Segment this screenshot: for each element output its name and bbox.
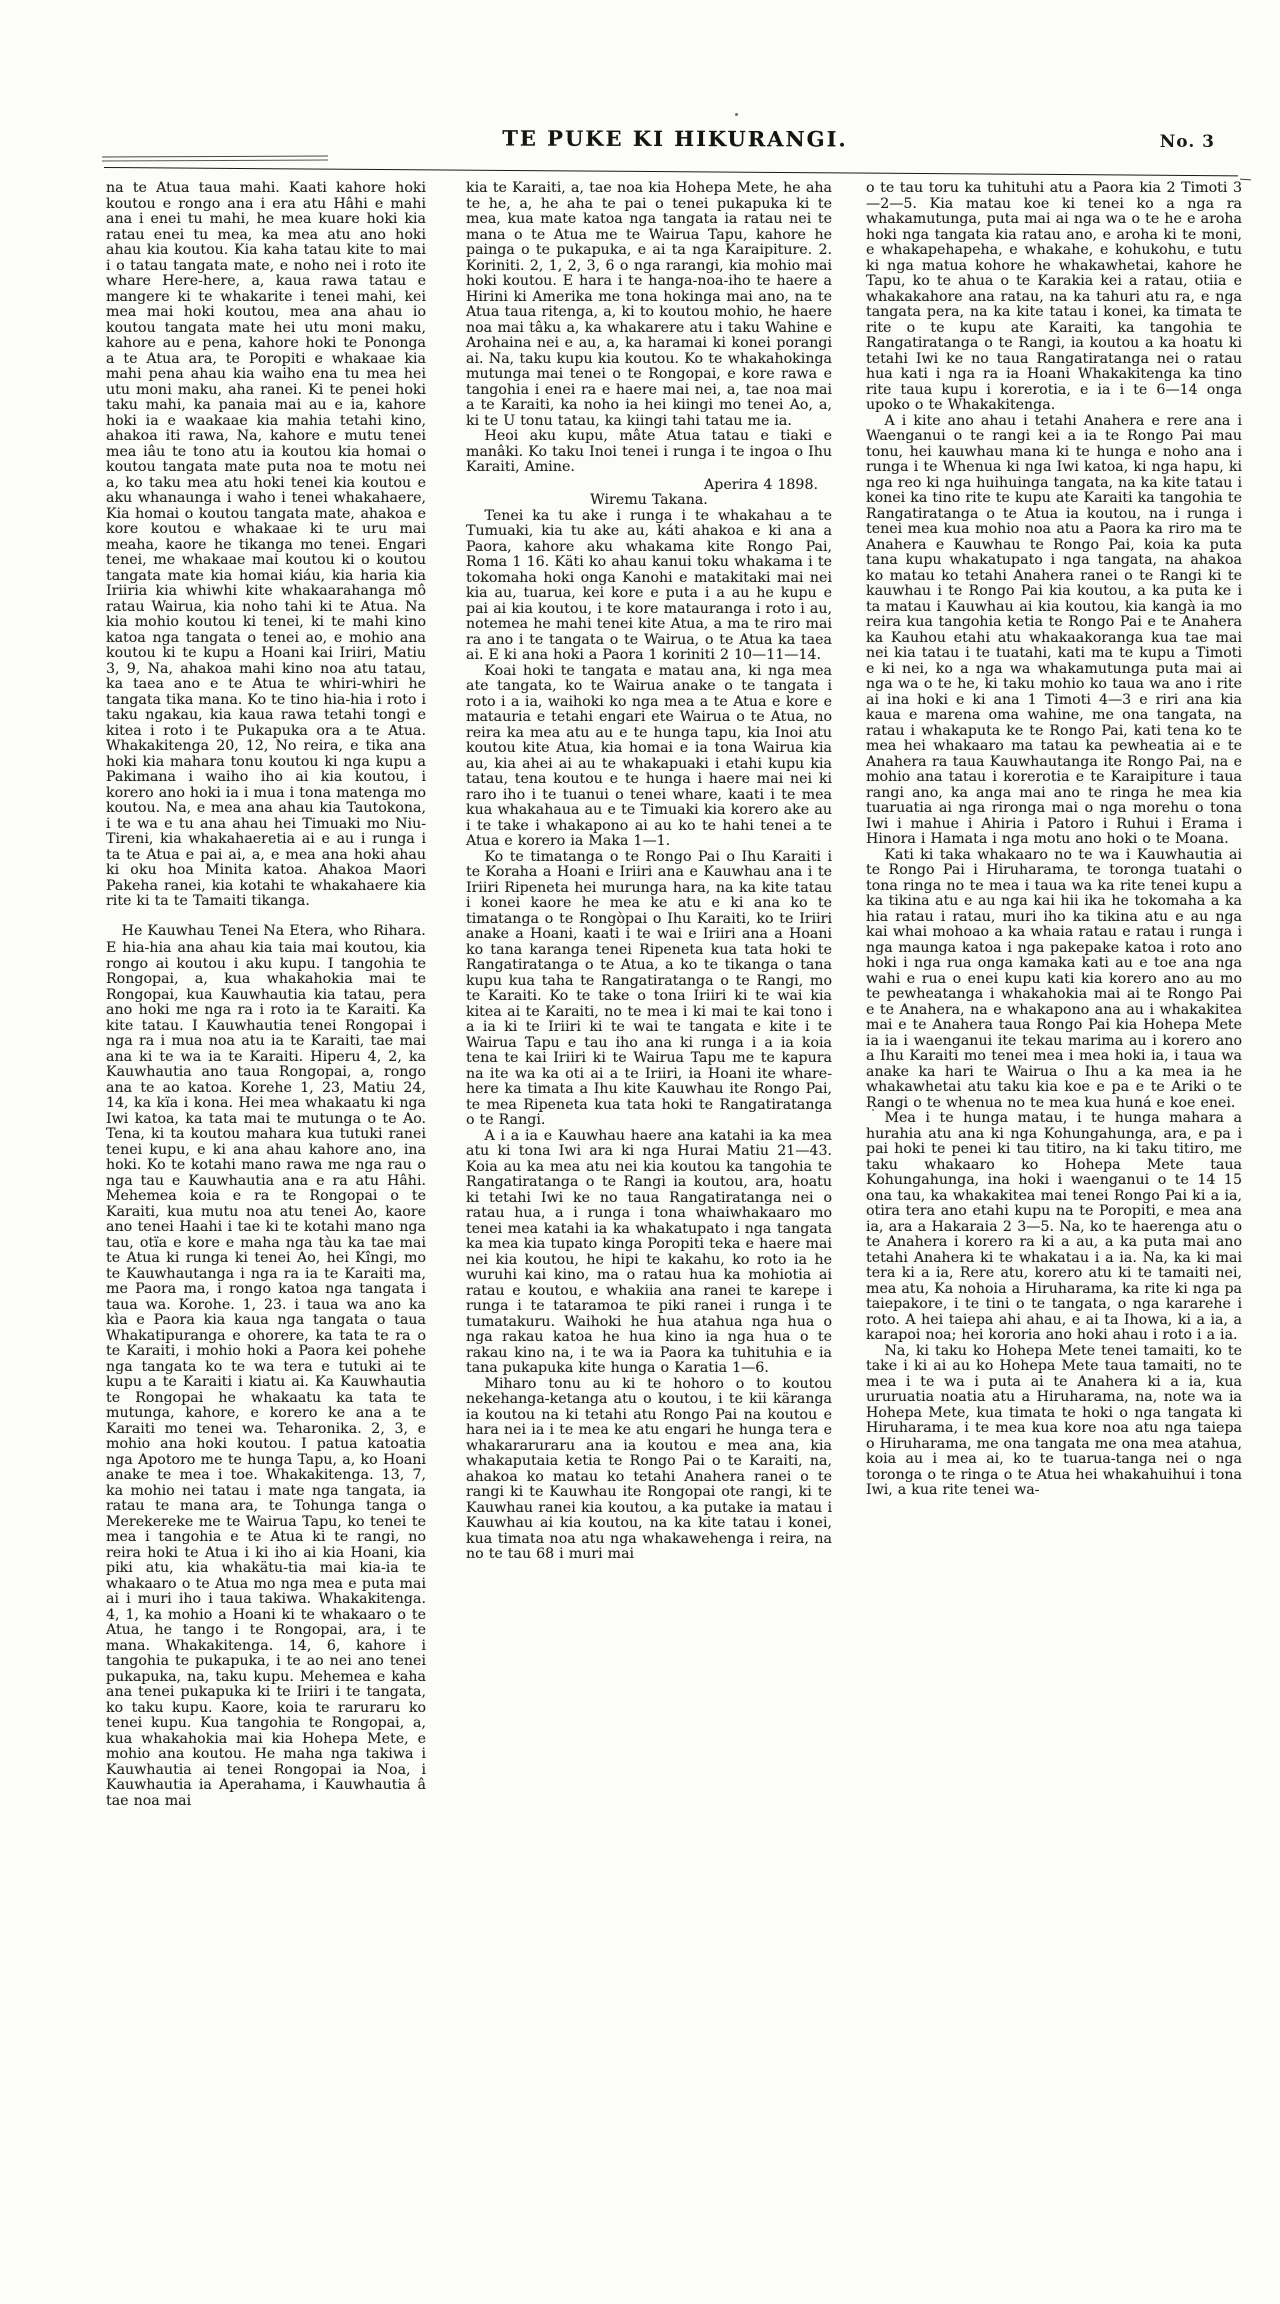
dateline: Aperira 4 1898.: [704, 476, 818, 493]
paragraph: Tenei ka tu ake i runga i te whakahau a te Tumuaki, kia tu ake au, káti ahakoa e ki ana a Paora, kahore aku whakama kite Rongo Pai, Roma 1 16. Käti ko ahau kanui toku whakama i te tokomaha hoki onga Kanohi e matakitaki mai nei kia au, tuarua, kei kore e puta i a au he kupu e pai ai kia koutou, i te kore matauranga i roto i au, notemea he mahi tenei kite Atua, a ma te riro mai ra ano i te tangata o te Wairua, o te Atua ka taea ai. E ki ana hoki a Paora 1 koriniti 2 10—11—14.: [466, 507, 832, 663]
column-2: [466, 181, 832, 1563]
column-1: [106, 181, 426, 1809]
scan-speck: [735, 113, 738, 116]
issue-number: No. 3: [1159, 132, 1215, 152]
paragraph: E hia-hia ana ahau kia taia mai koutou, kia rongo ai koutou i aku kupu. I tangohia te Rongopai, a, kua whakahokia mai te Rongopai, kua Kauwhautia kia tatau, pera ano hoki me nga ra i roto ia te Karaiti. Ka kite tatau. I Kauwhautia tenei Rongopai i nga ra i mua noa atu ia te Karaiti, tae mai ana ki te wa ia te Karaiti. Hiperu 4, 2, ka Kauwhautia ano taua Rongopai, a, rongo ana te ao katoa. Korehe 1, 23, Matiu 24, 14, ka kïa i kona. Hei mea whakaatu ki nga Iwi katoa, ka tata mai te mutunga o te Ao. Tena, ki ta koutou mahara kua tutuki ranei tenei kupu, e ki ana ahau kahore ano, ina hoki. Ko te kotahi mano rawa me nga rau o nga tau e Kauwhautia ana e ra atu Hâhi. Mehemea koia e ra te Rongopai o te Karaiti, kua mutu noa atu tenei Ao, kaore ano tenei Haahi i tae ki te kotahi mano nga tau, otïa e kore e maha nga tàu ka tae mai te Atua ki runga ki tenei Ao, hei Kîngi, mo te Kauwhautanga i nga ra ia te Karaiti ma, me Paora ma, i rongo katoa nga tangata i taua wa. Korohe. 1, 23. i taua wa ano ka kìa e Paora kia kaua nga tangata o taua Whakatipuranga e ohorere, ka tata te ra o te Karaiti, i mohio hoki a Paora kei pohehe nga tangata ko te wa tera e tutuki ai te kupu a te Karaiti i kiatu ai. Ka Kauwhautia te Rongopai he whakaatu ka tata te mutunga, kahore, e korero ke ana a te Karaiti mo tenei wa. Teharonika. 2, 3, e mohio ana hoki koutou. I patua katoatia nga Apotoro me te hunga Tapu, a, ko Hoani anake te mea i toe. Whakakitenga. 13, 7, ka mohio nei tatau i mate nga tangata, ia ratau te mana ara, te Tohunga tanga o Merekereke me te Wairua Tapu, ko tenei te mea i tangohia e te Atua ki te rangi, no reira hoki te Atua i ki iho ai kia Hoani, kia piki atu, kia whakätu-tia mai kia-ia te whakaaro o te Atua mo nga mea e puta mai ai i muri iho i taua takiwa. Whakakitenga. 4, 1, ka mohio a Hoani ki te whakaaro o te Atua, he tango i te Rongopai, ara, i te mana. Whakakitenga. 14, 6, kahore i tangohia te pukapuka, i te ao nei ano tenei pukapuka, na, taku kupu. Mehemea e kaha ana tenei pukapuka ki te Iriiri i te tangata, ko taku kupu. Kaore, koia te raruraru ko tenei kupu. Kua tangohia te Rongopai, a, kua whakahokia mai kia Hohepa Mete, e mohio ana koutou. He maha nga takiwa i Kauwhautia ai tenei Rongopai ia Noa, i Kauwhautia ia Aperahama, i Kauwhautia â tae noa mai: [106, 940, 426, 1809]
paragraph: Miharo tonu au ki te hohoro o to koutou nekehanga-ketanga atu o koutou, i te kii käranga ia koutou na ki tetahi atu Rongo Pai na koutou e hara nei ia i te mea ke atu engari he hunga tera e whakararuraru ana ia koutou e mea ana, kia whakaputaia ketia te Rongo Pai o te Karaiti, na, ahakoa ko matau ko tetahi Anahera ranei o te rangi ki te Kauwhau ite Rongopai ote rangi, ki te Kauwhau ranei kia koutou, a ka putake ia matau i Kauwhau ai kia koutou, na ka kite tatau i konei, kua timata noa atu nga whakawehenga i reira, na no te tau 68 i muri mai: [466, 1375, 832, 1562]
paragraph: A i kite ano ahau i tetahi Anahera e rere ana i Waenganui o te rangi kei a ia te Rongo Pai mau tonu, hei kauwhau mana ki te hunga e noho ana i runga i te Whenua ki nga Iwi katoa, ki nga hapu, ki nga reo ki nga huihuinga tangata, na ka kite tatau i konei ka tino rite te kupu ate Karaiti ka tangohia te Rangatiratanga o te Atua ia koutou, na i runga i tenei mea kua mohio noa atu a Paora ka riro ma te Anahera e Kauwhau te Rongo Pai, koia ka puta tana kupu whakatupato i nga tangata, na ahakoa ko matau ko tetahi Anahera ranei o te Rangi ki te kauwhau i te Rongo Pai kia koutou, a ka puta ke i ta matau i Kauwhau ai kia koutou, kia kangà ia mo reira kua tangohia ketia te Rongo Pai e te Anahera ka Kauhou etahi atu whakaakoranga kua tae mai nei kia tatau i te tuatahi, kati ma te kupu a Timoti e ki nei, ko a nga wa whakamutunga puta mai ai nga wa o te he, ki taku mohio ko taua wa ano i rite ai ina hoki e ki ana 1 Timoti 4—3 e riri ana kia kaua e marena oma wahine, me ona tangata, na ratau i whakaputa ke te Rongo Pai, kati tena ko te mea hei whakaaro ma tatau ka pewheatia ai e te Anahera ra taua Kauwhautanga ite Rongo Pai, na e mohio ana tatau i korerotia e te Karaipiture i taua rangi ano, ka anga mai ano te ringa he mea kia tuaruatia ai nga rironga mai o nga morehu o tona Iwi i mahue i Ahiria i Patoro i Ruhui i Erama i Hinora i Hamata i nga motu ano hoki o te Moana.: [866, 412, 1242, 847]
page-title: TE PUKE KI HIKURANGI.: [502, 125, 848, 152]
paragraph: Koai hoki te tangata e matau ana, ki nga mea ate tangata, ko te Wairua anake o te tangata i roto i a ia, waihoki ko nga mea a te Atua e kore e matauria e tetahi engari ete Wairua o te Atua, no reira ka mea atu au e te hunga tapu, kia Inoi atu koutou kite Atua, kia homai e ia tona Wairua kia au, kia ahei ai au te whakapuaki i etahi kupu kia tatau, tena koutou e te hunga i haere mai nei ki raro iho i te tuanui o tenei whare, kaati i te mea kua whakahaua au e te Timuaki kia korero ake au i te take i whakapono ai au ko te hahi tenei a te Atua e korero ia Maka 1—1.: [466, 662, 832, 849]
paragraph: Kati ki taka whakaaro no te wa i Kauwhautia ai te Rongo Pai i Hiruharama, te toronga tuatahi o tona ringa no te mea i taua wa ka rite tenei kupu a ka tikina atu e au nga kai hii ika he tokomaha a ka hia ratau i ratau, muri iho ka tikina atu e au nga kai whai mohoao a ka whaia ratau e ratau i runga i nga maunga katoa i nga pakepake katoa i roto ano hoki i nga rua onga kamaka kati au e toe ana nga wahi e rua o enei kupu kati kia korero ano au mo te pewheatanga i whakahokia mai ai te Rongo Pai e te Anahera, na e whakapono ana au i whakakitea mai e te Anahera taua Rongo Pai kia Hohepa Mete ia ia i waenganui ite tekau marima au i korero ano a Ihu Karaiti mo tenei mea i mea hoki ia, i taua wa anake ka hari te Wairua o Ihu a ka mea ia he whakawhetai atu taku kia koe e pa e te Ariki o te Rangi o te whenua no te mea kua huná e koe enei.: [866, 846, 1242, 1111]
paragraph: na te Atua taua mahi. Kaati kahore hoki koutou e rongo ana i era atu Hâhi e mahi ana i enei tu mahi, he mea kuare hoki kia ratau enei tu mea, ka mea atu ano hoki ahau kia koutou. Kia kaha tatau kite to mai i o tatau tangata mate, e noho nei i roto ite whare Here-here, a, kaua rawa tatau e mangere ki te whakarite i tenei mahi, kei mea mai hoki koutou, mea ana ahau io koutou tangata mate hei utu moni maku, kahore au e pena, kahore hoki te Pononga a te Atua ara, te Poropiti e whakaae kia mahi pena ahau kia waiho ena tu mea hei utu moni maku, aha ranei. Ki te penei hoki taku mahi, ka panaia mai au e ia, kahore hoki ia e waakaae kia mahia tetahi kino, ahakoa iti rawa, Na, kahore e mutu tenei mea iâu te tono atu ia koutou kia homai o koutou tangata mate puta noa te motu nei a, ko taku mea atu hoki tenei kia koutou e aku whanaunga i waho i tenei whakahaere, Kia homai o koutou tangata mate, ahakoa e kore koutou e whakaae ki te uru mai meaha, kaore he tikanga mo tenei. Engari tenei, me whakaae mai koutou ki o koutou tangata mate kia homai kiáu, kia haria kia Iriiria kia whiwhi kite whakaarahanga mô ratau Wairua, kia noho tahi ki te Atua. Na kia mohio koutou ki tenei, ki te mahi kino katoa nga tangata o tenei ao, e mohio ana koutou ki te kupu a Hoani kai Iriiri, Matiu 3, 9, Na, ahakoa mahi kino noa atu tatau, ka taea ano e te Atua te whiri-whiri he tangata tika mana. Ko te tino hia-hia i roto i taku ngakau, kia kaua rawa tetahi tongi e kitea i roto i te Pukapuka ora a te Atua. Whakakitenga 20, 12, No reira, e tika ana hoki kia mahara tonu koutou ki nga kupu a Pakimana i waiho iho ai kia koutou, i korero ano hoki ia i mua i tona matenga mo koutou. Na, e mea ana ahau kia Tautokona, i te wa e tu ana ahau hei Timuaki mo Niu-Tireni, kia whakahaeretia ai e au i runga i ta te Atua e pai ai, a, e mea ana hoki ahau ki oku hoa Minita katoa. Ahakoa Maori Pakeha ranei, kia kotahi te whakahaere kia rite ki ta te Tamaiti tikanga.: [106, 180, 426, 909]
masthead-rule-left-fragment: [102, 156, 328, 162]
paragraph: kia te Karaiti, a, tae noa kia Hohepa Mete, he aha te he, a, he aha te pai o tenei pukapuka ki te mea, kua mate katoa nga tangata ia ratau nei te mana o te Atua me te Wairua Tapu, kahore he painga o te pukapuka, e ai ta nga Karaipiture. 2. Koriniti. 2, 1, 2, 3, 6 o nga rarangi, kia mohio mai hoki koutou. E hara i te hanga-noa-iho te haere a Hirini ki Amerika me tona hokinga mai ano, na te Atua taua ritenga, a, ki to koutou mohio, he haere noa mai tâku a, ka whakarere atu i taku Wahine e Arohaina nei e au, a, ka haramai ki konei porangi ai. Na, taku kupu kia koutou. Ko te whakahokinga mutunga mai tenei o te Rongopai, e kore rawa e tangohia i enei ra e haere mai nei, a, tae noa mai a te Karaiti, ka noho ia hei kiingi mo tenei Ao, a, ki te U tonu tatau, ka kiingi tahi tatau me ia.: [466, 180, 832, 429]
paragraph: o te tau toru ka tuhituhi atu a Paora kia 2 Timoti 3—2—5. Kia matau koe ki tenei ko a nga ra whakamutunga, puta mai ai nga wa o te he e aroha hoki nga tangata kia ratau ano, e aroha ki te moni, e whakapehapeha, e whakahe, e kohukohu, e tutu ki nga matua kohore he whakawhetai, kahore he Tapu, ko te ahua o te Karakia kei a ratau, otiia e whakakahore ana ratau, na ka tahuri atu ra, e nga tangata pera, na ka kite tatau i konei, ka timata te rite o te kupu ate Karaiti, ka tangohia te Rangatiratanga o te Rangi, ia koutou a ka hoatu ki tetahi Iwi ke no taua Rangatiratanga nei o ratau hua kati i nga ra ia Hoani Whakakitenga ka tino rite taua kupu i korerotia, e ia i te 6—14 onga upoko o te Whakakitenga.: [866, 180, 1242, 413]
signature: Wiremu Takana.: [590, 492, 708, 508]
paragraph: Na, ki taku ko Hohepa Mete tenei tamaiti, ko te take i ki ai au ko Hohepa Mete taua tamaiti, no te mea i te wa i puta ai te Anahera ki a ia, kua ururuatia noatia atu a Hiruharama, na, note wa ia Hohepa Mete, kua timata te hoki o nga tangata ki Hiruharama, i te mea kua kore noa atu nga taiepa o Hiruharama, me ona tangata me ona mea atahua, koia au i mea ai, ko te tuarua-tanga nei o nga toronga o te ringa o te Atua hei whakahuihui i tona Iwi, a kua rite tenei wa-: [866, 1342, 1242, 1498]
article-heading: He Kauwhau Tenei Na Etera, who Rihara.: [121, 922, 426, 939]
paragraph: Heoi aku kupu, mâte Atua tatau e tiaki e manâki. Ko taku Inoi tenei i runga i te ingoa o Ihu Karaiti, Amine.: [466, 428, 832, 475]
paragraph: A i a ia e Kauwhau haere ana katahi ia ka mea atu ki tona Iwi ara ki nga Hurai Matiu 21—43. Koia au ka mea atu nei kia koutou ka tangohia te Rangatiratanga o te Rangi ia koutou, ara, hoatu ki tetahi Iwi ke no taua Rangatiratanga nei o ratau hua, a i runga i tona whaiwhakaaro mo tenei mea katahi ia ka whakatupato i nga tangata ka mea kia tupato kinga Poropiti teka e haere mai nei kia koutou, he hipi te kakahu, ko roto ia he wuruhi kai kino, ma o ratau hua ka mohiotia ai ratau e koutou, e whakiia ana ranei te karepe i runga i te tataramoa te piki ranei i runga i te tumatakuru. Waihoki he hua atahua nga hua o nga rakau katoa he hua kino ia nga hua o te rakau kino na, i te wa ia Paora ka tuhituhia e ia tana pukapuka kite hunga o Karatia 1—6.: [466, 1127, 832, 1376]
paragraph: Mea i te hunga matau, i te hunga mahara a hurahia atu ana ki nga Kohungahunga, ara, e pa i pai hoki te penei ki tau titiro, na ki taku titiro, me taku whakaaro ko Hohepa Mete taua Kohungahunga, ina hoki i waenganui o te 14 15 ona tau, ka whakakitea mai tenei Rongo Pai ki a ia, otira tera ano etahi kupu na te Poropiti, e mea ana ia, ara a Hakaraia 2 3—5. Na, ko te haerenga atu o te Anahera i korero ra ki a au, a ka puta mai ano tetahi Anahera ki te whakatau i a ia. Na, ka ki mai tera ki a ia, Rere atu, korero atu ki te tamaiti nei, mea atu, Ka nohoia a Hiruharama, ka rite ki nga pa taiepakore, i te tini o te tangata, o nga kararehe i roto. A hei taiepa ahi ahau, e ai ta Ihowa, ki a ia, a karapoi noa; hei kororia ano hoki ahau i roto i a ia.: [866, 1110, 1242, 1343]
paragraph: Ko te timatanga o te Rongo Pai o Ihu Karaiti i te Koraha a Hoani e Iriiri ana e Kauwhau ana i te Iriiri Ripeneta hei murunga hara, na ka kite tatau i konei kaore he mea ke atu e ki ana ko te timatanga o te Rongòpai o Ihu Karaiti, ko te Iriiri anake a Hoani, kaati i te wai e Iriiri ana a Hoani ko tana karanga tenei Ripeneta kua tata hoki te Rangatiratanga o te Atua, a ko te tikanga o tana kupu kua taha te Rangatiratanga o te Rangi, mo te Karaiti. Ko te take o tona Iriiri ki te wai kia kitea ai te Karaiti, no te mea i ki mai te kai tono i a ia ki te Iriiri ki te wai te tangata e kite i te Wairua Tapu e tau iho ana ki runga i a ia koia tena te kai Iriiri ki te Wairua Tapu me te kapura na ite wa ka oti ai a te Iriiri, ia Hoani ite whare-here ka timata a Ihu kite Kauwhau ite Rongo Pai, te mea Ripeneta kua tata hoki te Rangatiratanga o te Rangi.: [466, 848, 832, 1128]
column-3: [866, 181, 1242, 1499]
masthead-rule: [104, 167, 1238, 176]
